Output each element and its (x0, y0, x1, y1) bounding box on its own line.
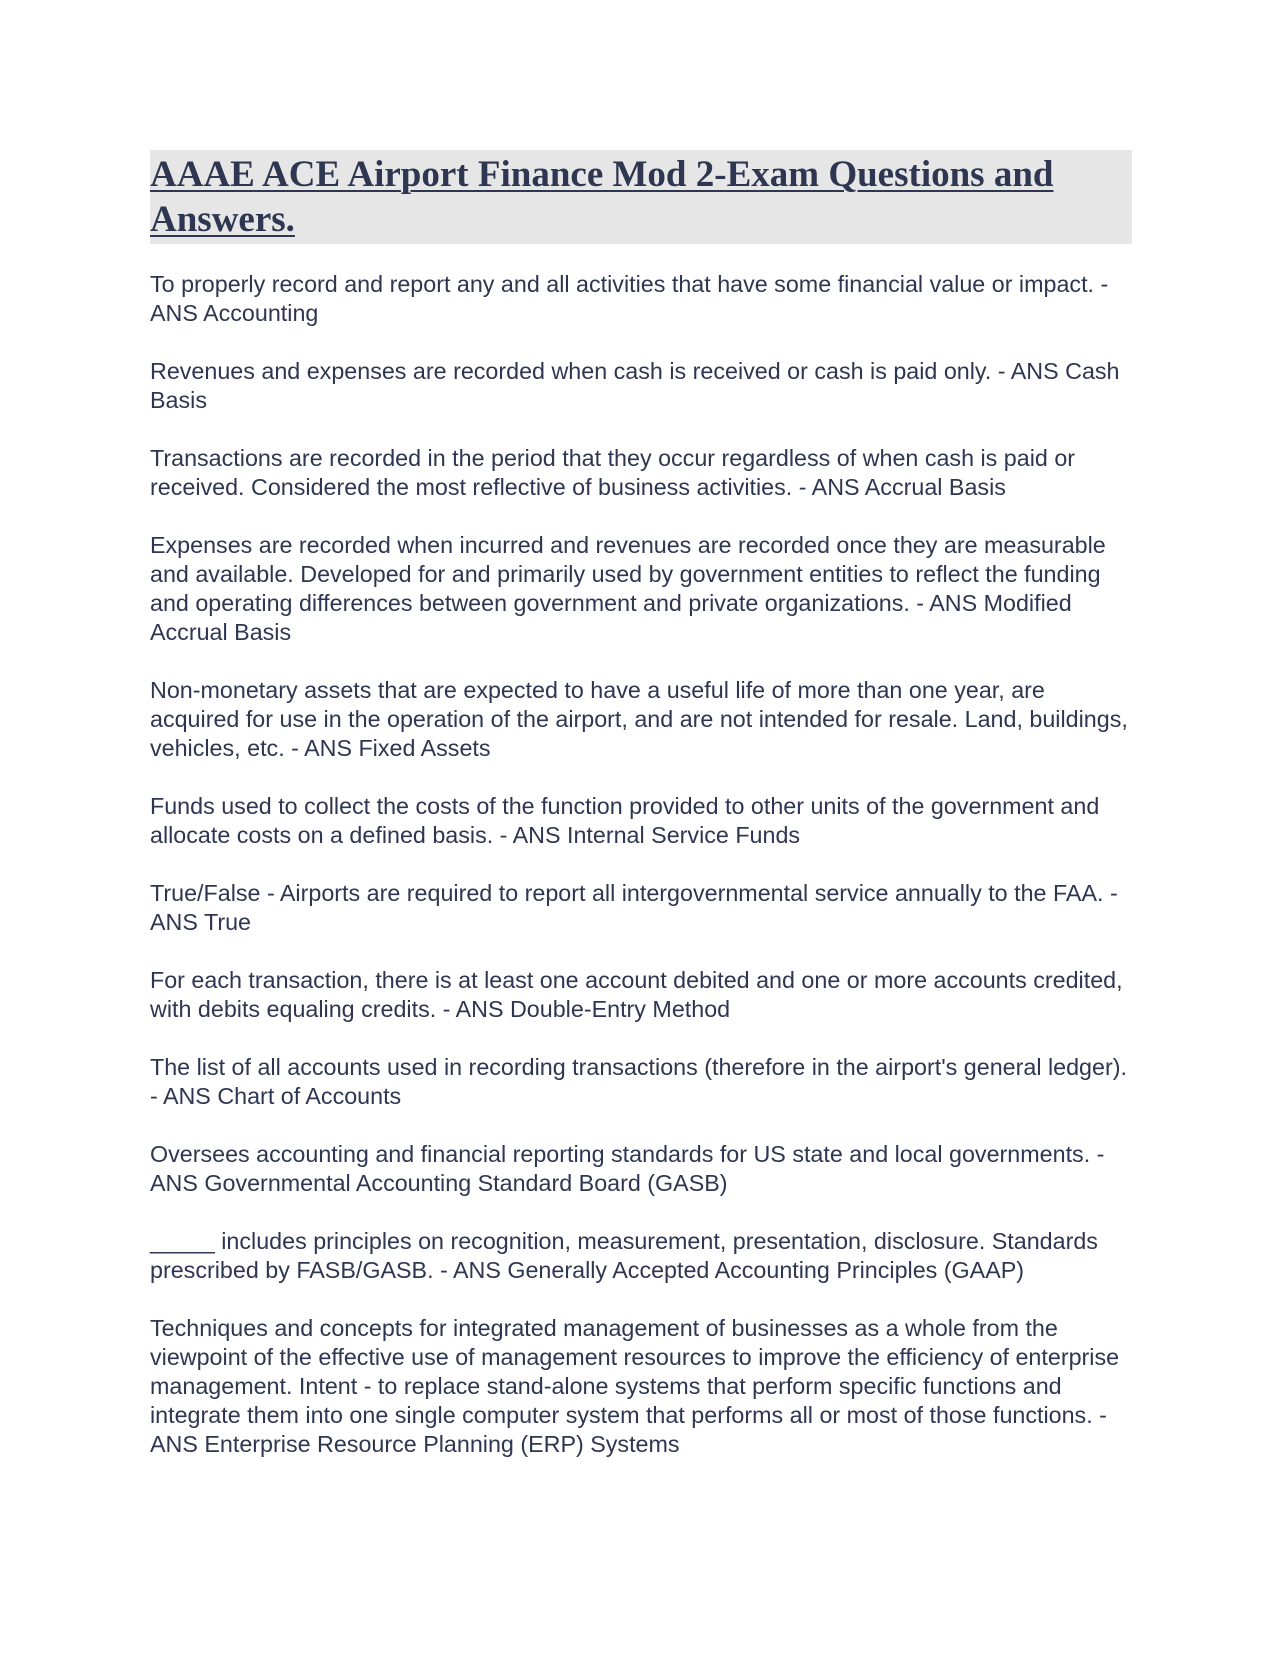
qa-item: Funds used to collect the costs of the function provided to other units of the government and allocate costs on a defined basis. - ANS Internal Service Funds (150, 793, 1100, 848)
qa-item: Revenues and expenses are recorded when cash is received or cash is paid only. - ANS Cash Basis (150, 358, 1120, 413)
qa-item: For each transaction, there is at least one account debited and one or more accounts credited, with debits equaling credits. - ANS Double-Entry Method (150, 967, 1123, 1022)
qa-item: Expenses are recorded when incurred and revenues are recorded once they are measurable and available. Developed for and primarily used by government entities to reflect the funding and operating differences between government and private organizations. - ANS Modified Accrual Basis (150, 532, 1106, 645)
document-title: AAAE ACE Airport Finance Mod 2-Exam Questions and Answers. (150, 154, 1054, 240)
qa-item: To properly record and report any and all activities that have some financial value or impact. - ANS Accounting (150, 271, 1109, 326)
qa-item: Techniques and concepts for integrated management of businesses as a whole from the viewpoint of the effective use of management resources to improve the efficiency of enterprise management. Intent - to replace stand-alone systems that perform specific functions and integrate them into one single computer system that performs all or most of those functions. - ANS Enterprise Resource Planning (ERP) Systems (150, 1315, 1120, 1457)
qa-list (150, 270, 1132, 1459)
qa-item: _____ includes principles on recognition, measurement, presentation, disclosure. Standards prescribed by FASB/GASB. - ANS Generally Accepted Accounting Principles (GAAP) (150, 1228, 1098, 1283)
title-block (150, 150, 1132, 244)
qa-item: Non-monetary assets that are expected to have a useful life of more than one year, are acquired for use in the operation of the airport, and are not intended for resale. Land, buildings, vehicles, etc. - ANS Fixed Assets (150, 677, 1128, 761)
qa-item: Transactions are recorded in the period that they occur regardless of when cash is paid or received. Considered the most reflective of business activities. - ANS Accrual Basis (150, 445, 1076, 500)
document-page (150, 150, 1132, 1488)
qa-item: Oversees accounting and financial reporting standards for US state and local governments. - ANS Governmental Accounting Standard Board (GASB) (150, 1141, 1105, 1196)
qa-item: True/False - Airports are required to report all intergovernmental service annually to the FAA. - ANS True (150, 880, 1118, 935)
qa-item: The list of all accounts used in recording transactions (therefore in the airport's general ledger). - ANS Chart of Accounts (150, 1054, 1127, 1109)
